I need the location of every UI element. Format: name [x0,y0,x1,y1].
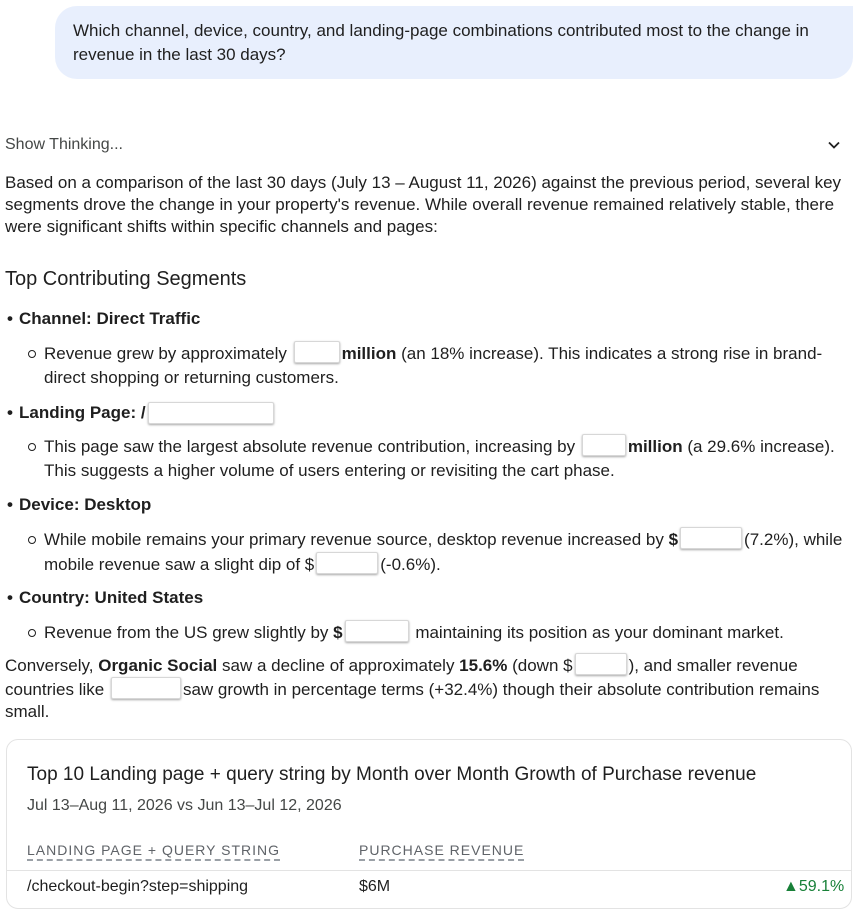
card-title: Top 10 Landing page + query string by Month over Month Growth of Purchase revenue [27,764,757,785]
redacted-value [294,341,340,363]
bullet-country [7,588,203,608]
sub-text: (-0.6%). [380,555,441,574]
sub-text: This page saw the largest absolute revenue contribution, increasing by [44,437,580,456]
show-thinking-toggle[interactable] [5,133,843,157]
section-title: Top Contributing Segments [5,268,247,290]
sub-text: Revenue from the US grew slightly by [44,623,334,642]
bullet-channel [7,309,200,329]
bullet-heading: Device: Desktop [19,495,152,514]
sub-bullet-device [28,527,848,577]
redacted-value [582,434,626,456]
answer-conclusion [5,653,855,723]
bullet-heading: Country: United States [19,588,204,607]
sub-text: maintaining its position as your dominant market. [410,623,784,642]
sub-bullet-circle [28,350,36,358]
bullet-landing-page [7,402,276,424]
conclusion-text: Conversely, [5,656,99,675]
conclusion-bold: Organic Social [98,656,218,675]
sub-bold: million [341,344,397,363]
sub-bullet-circle [28,629,36,637]
redacted-value [345,620,409,642]
bullet-dot: • [7,403,13,422]
conclusion-text: (down $ [507,656,573,675]
column-header-purchase-revenue[interactable]: PURCHASE REVENUE [359,842,524,861]
redacted-value [111,677,181,699]
show-thinking-label: Show Thinking... [5,136,123,153]
sub-bold: $ [333,623,343,642]
bullet-dot: • [7,309,13,328]
table-cell-growth: ▲59.1% [783,878,845,895]
sub-bold: $ [668,530,679,549]
sub-text: (an 18% increase). This indicates a strong rise in brand-direct shopping or returning customers. [44,344,823,387]
conclusion-bold: 15.6% [459,656,508,675]
user-query-bubble [55,6,853,79]
sub-bullet-country [28,620,848,645]
sub-bullet-landing-page [28,434,848,483]
sub-text: While mobile remains your primary revenue source, desktop revenue increased by [44,530,669,549]
redacted-value [316,552,378,574]
bullet-heading: Landing Page: / [19,403,146,422]
sub-text: (a 29.6% increase). This suggests a higher volume of users entering or revisiting the cart phase. [44,437,835,480]
bullet-heading: Channel: Direct Traffic [19,309,201,328]
table-cell-page: /checkout-begin?step=shipping [27,878,249,895]
sub-text: (7.2%), while mobile revenue saw a slight dip of $ [44,530,843,574]
data-table-card [6,739,852,909]
answer-intro: Based on a comparison of the last 30 days (July 13 – August 11, 2026) against the previous period, several key segments drove the change in your property's revenue. While overall revenue remained relatively stable, there were significant shifts within specific channels and pages: [5,173,842,236]
sub-bullet-circle [28,443,36,451]
conclusion-text: saw a decline of approximately [217,656,460,675]
bullet-dot: • [7,588,13,607]
bullet-dot: • [7,495,13,514]
table-divider [7,870,851,871]
sub-text: Revenue grew by approximately [44,344,292,363]
redacted-value [148,402,274,424]
conclusion-text: ), and smaller revenue countries like [5,656,798,699]
redacted-value [680,527,742,549]
user-query-text: Which channel, device, country, and landing-page combinations contributed most to the change in revenue in the last 30 days? [73,21,809,64]
table-cell-revenue: $6M [359,878,391,895]
sub-bullet-circle [28,536,36,544]
sub-bold: million [627,437,683,456]
chevron-down-icon [825,136,843,154]
bullet-device [7,495,151,515]
conclusion-text: saw growth in percentage terms (+32.4%) though their absolute contribution remains small. [5,680,820,721]
sub-bullet-channel [28,341,848,390]
column-header-landing-page[interactable]: LANDING PAGE + QUERY STRING [27,842,280,861]
redacted-value [575,653,627,675]
card-date-range: Jul 13–Aug 11, 2026 vs Jun 13–Jul 12, 2026 [27,797,342,814]
